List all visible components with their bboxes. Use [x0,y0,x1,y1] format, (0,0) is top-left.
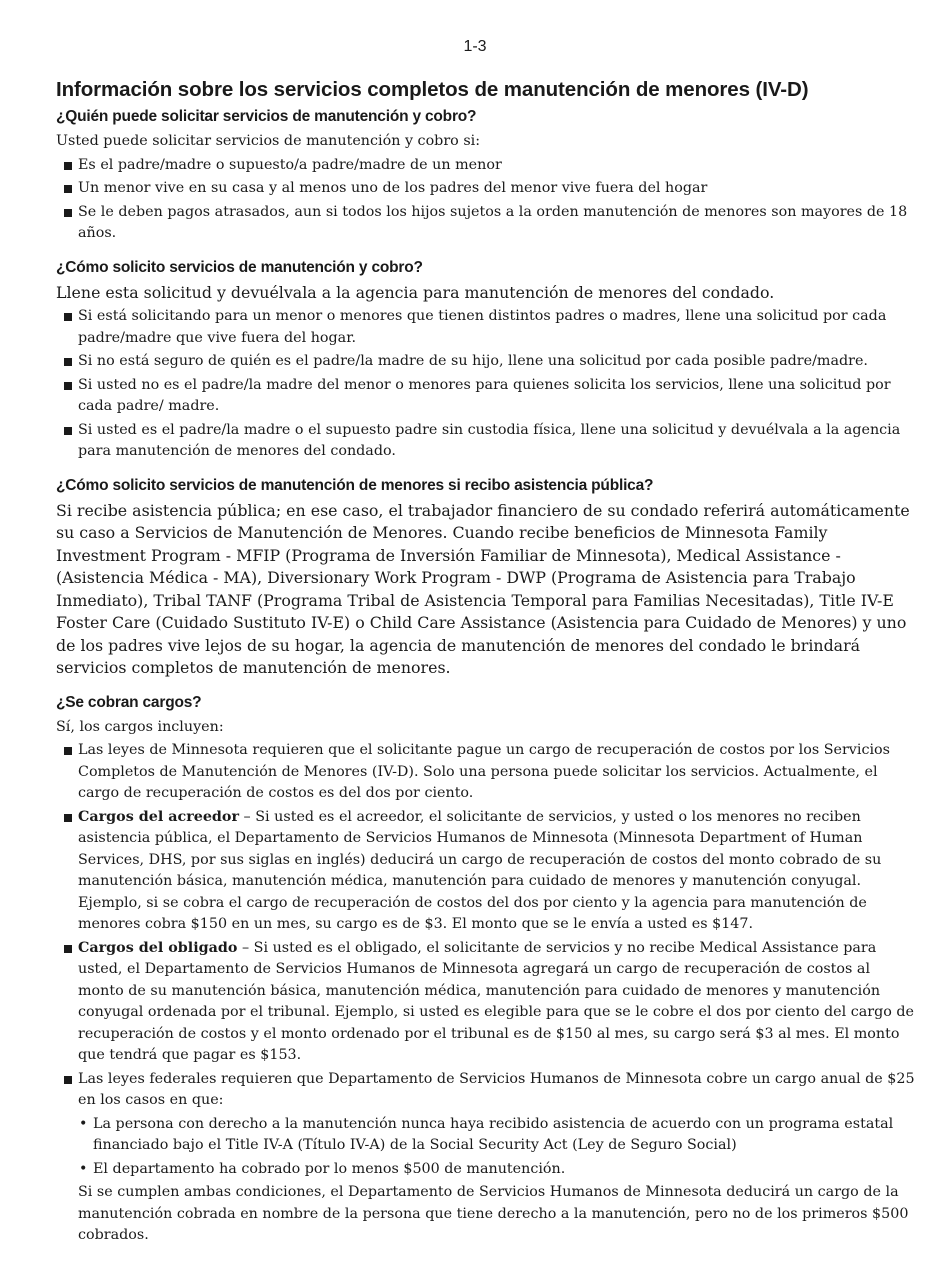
list-item: Si usted no es el padre/la madre del menor o menores para quienes solicita los servicios, llene una solicitud por cada padre/ madre. [56,375,918,418]
page-title: Información sobre los servicios completos de manutención de menores (IV-D) [56,78,809,101]
how-intro: Llene esta solicitud y devuélvala a la agencia para manutención de menores del condado. [56,282,775,302]
sub-list-item: • La persona con derecho a la manutención nunca haya recibido asistencia de acuerdo con un programa estatal financiado bajo el Title IV-A (Título IV-A) de la Social Security Act (Ley de Seguro Social) [78,1114,918,1157]
fees-closing: Si se cumplen ambas condiciones, el Departamento de Servicios Humanos de Minnesota deducirá un cargo de la manutención cobrada en nombre de la persona que tiene derecho a la manutención, pero no de los primeros $500 cobrados. [78,1184,909,1243]
list-item: Si está solicitando para un menor o menores que tienen distintos padres o madres, llene una solicitud por cada padre/madre que vive fuera del hogar. [56,306,918,349]
creditor-fees-label: Cargos del acreedor [78,808,239,825]
section-heading-how: ¿Cómo solicito servicios de manutención y cobro? [56,258,423,276]
federal-fee-text: Las leyes federales requieren que Departamento de Servicios Humanos de Minnesota cobre un cargo anual de $25 en los casos en que: [78,1070,915,1108]
fees-intro: Sí, los cargos incluyen: [56,718,224,735]
list-item: Un menor vive en su casa y al menos uno de los padres del menor vive fuera del hogar [56,178,918,200]
who-intro: Usted puede solicitar servicios de manutención y cobro si: [56,133,481,149]
public-assistance-body: Si recibe asistencia pública; en ese caso, el trabajador financiero de su condado referirá automáticamente su caso a Servicios de Manutención de Menores. Cuando recibe beneficios de Minnesota Family Investment Program - MFIP (Programa de Inversión Familiar de Minnesota), Medical Assistance - (Asistencia Médica - MA), Diversionary Work Program - DWP (Programa de Asistencia para Trabajo Inmediato), Tribal TANF (Programa Tribal de Asistencia Temporal para Familias Necesitadas), Title IV-E Foster Care (Cuidado Sustituto IV-E) o Child Care Assistance (Asistencia para Cuidado de Menores) y uno de los padres vive lejos de su hogar, la agencia de manutención de menores del condado le brindará servicios completos de manutención de menores. [56,500,910,677]
page-number: 1-3 [463,38,487,55]
section-heading-public-assistance: ¿Cómo solicito servicios de manutención de menores si recibo asistencia pública? [56,476,654,494]
list-item [56,938,918,1067]
list-item [56,1069,918,1247]
list-item: Las leyes de Minnesota requieren que el solicitante pague un cargo de recuperación de costos por los Servicios Completos de Manutención de Menores (IV-D). Solo una persona puede solicitar los servicios. Actualmente, el cargo de recuperación de costos es del dos por ciento. [56,740,918,805]
list-item: Se le deben pagos atrasados, aun si todos los hijos sujetos a la orden manutención de menores son mayores de 18 años. [56,202,918,245]
obligor-fees-text: – Si usted es el obligado, el solicitante de servicios y no recibe Medical Assistance para usted, el Departamento de Servicios Humanos de Minnesota agregará un cargo de recuperación de costos al monto de su manutención básica, manutención médica, manutención para cuidado de menores y manutención conyugal ordenada por el tribunal. Ejemplo, si usted es elegible para que se le cobre el dos por ciento del cargo de recuperación de costos y el monto ordenado por el tribunal es de $150 al mes, su cargo será $3 al mes. El monto que tendrá que pagar es $153. [78,939,915,1063]
list-item [56,807,918,936]
list-item: Es el padre/madre o supuesto/a padre/madre de un menor [56,155,918,177]
list-item: Si usted es el padre/la madre o el supuesto padre sin custodia física, llene una solicitud y devuélvala a la agencia para manutención de menores del condado. [56,420,918,463]
list-item: Si no está seguro de quién es el padre/la madre de su hijo, llene una solicitud por cada posible padre/madre. [56,351,918,373]
section-fees [56,694,918,1247]
obligor-fees-label: Cargos del obligado [78,939,238,956]
section-heading-who: ¿Quién puede solicitar servicios de manutención y cobro? [56,108,477,125]
section-public-assistance [56,477,918,680]
sub-list-item: • El departamento ha cobrado por lo menos $500 de manutención. [78,1159,918,1181]
creditor-fees-text: – Si usted es el acreedor, el solicitante de servicios, y usted o los menores no reciben asistencia pública, el Departamento de Servicios Humanos de Minnesota (Minnesota Department of Human Services, DHS, por sus siglas en inglés) deducirá un cargo de recuperación de costos del monto cobrado de su manutención básica, manutención médica, manutención para cuidado de menores y manutención conyugal. Ejemplo, si se cobra el cargo de recuperación de costos del dos por ciento y la agencia para manutención de menores cobra $150 en un mes, su cargo es de $3. El monto que se le envía a usted es $147. [78,808,882,932]
section-how [56,259,918,463]
section-heading-fees: ¿Se cobran cargos? [56,693,202,711]
section-who [56,108,918,245]
